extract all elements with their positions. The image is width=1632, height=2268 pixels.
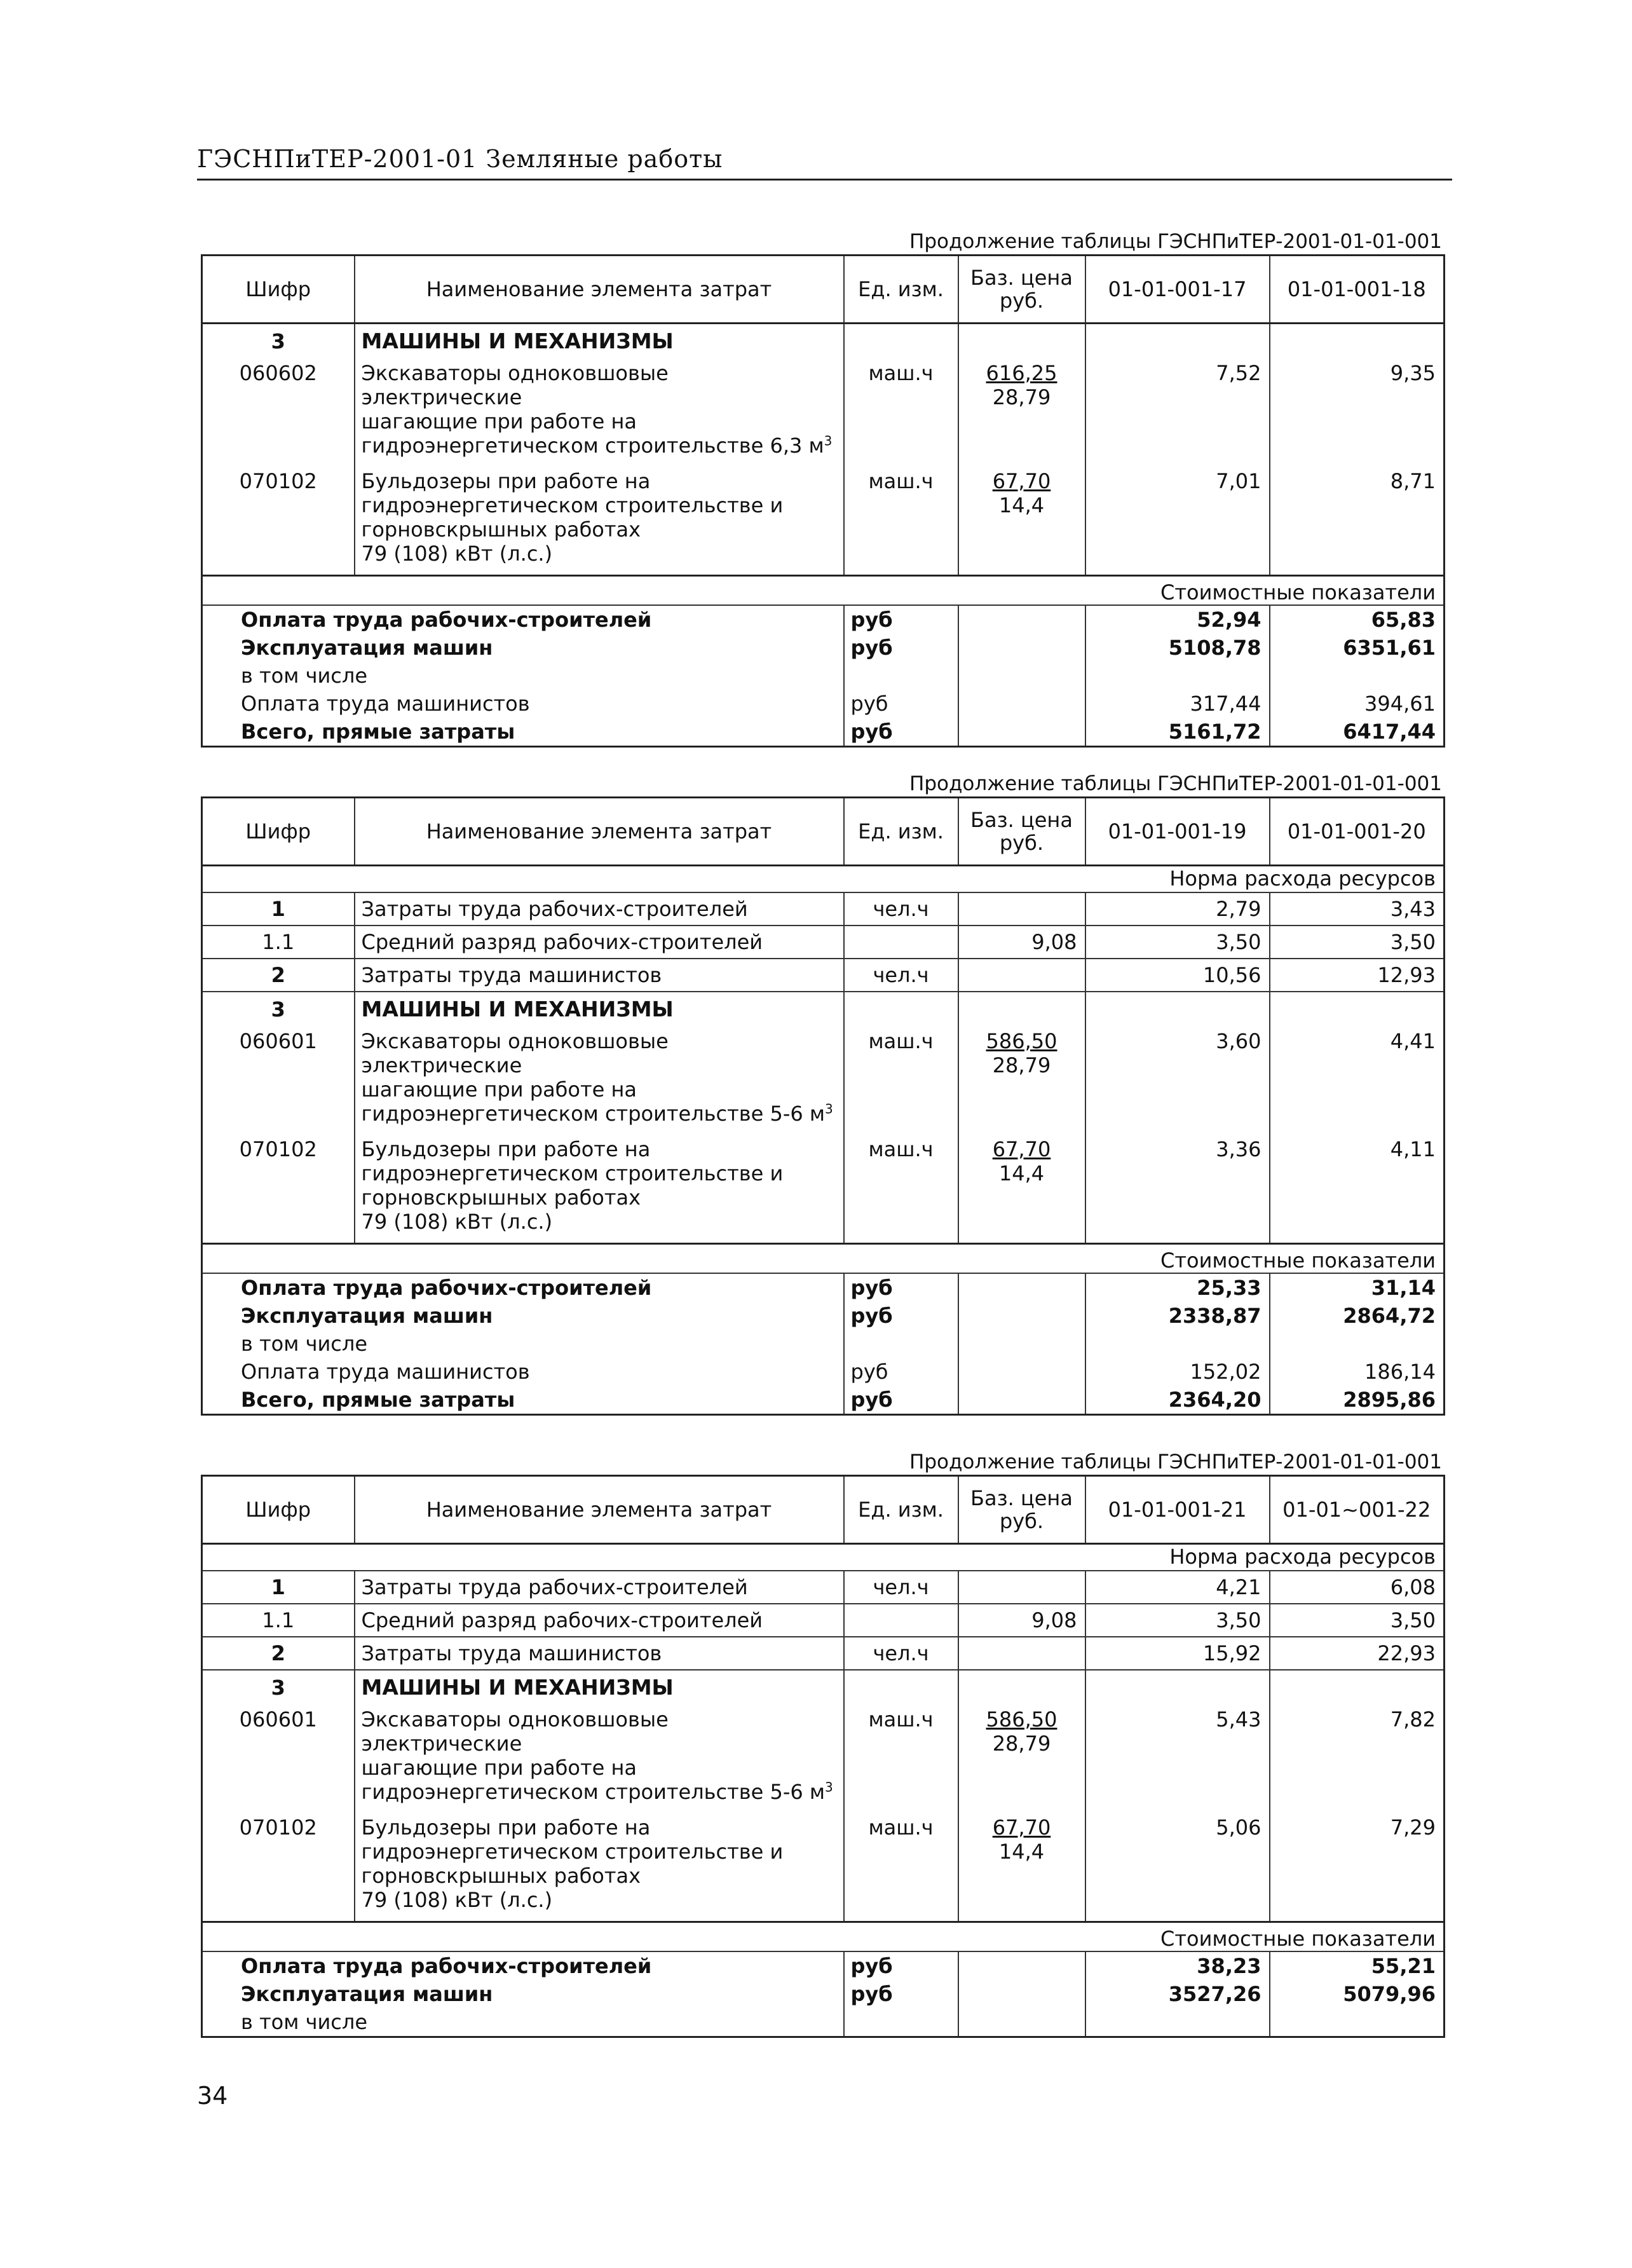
resource-name: Бульдозеры при работе на гидроэнергетическом строительстве и горновскрышных работах 79 (108) кВт (л.с.) [355, 467, 844, 576]
total-value-b: 394,61 [1270, 690, 1445, 718]
col-code-header: Шифр [202, 1476, 355, 1544]
table-block-1 [201, 229, 1443, 748]
total-unit: руб [844, 718, 958, 747]
norm-header: Норма расхода ресурсов [202, 866, 1445, 893]
section-title: МАШИНЫ И МЕХАНИЗМЫ [355, 992, 844, 1027]
total-row [202, 605, 1445, 634]
total-label: Оплата труда машинистов [202, 1358, 844, 1386]
total-row [202, 1386, 1445, 1415]
cost-header: Стоимостные показатели [202, 576, 1445, 606]
col-name-header: Наименование элемента затрат [355, 798, 844, 866]
table-caption: Продолжение таблицы ГЭСНПиТЕР-2001-01-01-001 [909, 1451, 1442, 1473]
resource-unit: маш.ч [844, 1813, 958, 1922]
norm-value-b: 22,93 [1270, 1637, 1445, 1670]
section-row [202, 324, 1445, 359]
line-unit: чел.ч [844, 959, 958, 992]
section-title: МАШИНЫ И МЕХАНИЗМЫ [355, 1670, 844, 1705]
line-name: Средний разряд рабочих-строителей [355, 1604, 844, 1637]
total-unit: руб [844, 690, 958, 718]
resource-name: Бульдозеры при работе на гидроэнергетическом строительстве и горновскрышных работах 79 (108) кВт (л.с.) [355, 1135, 844, 1244]
table-row [202, 959, 1445, 992]
norm-value-b: 6,08 [1270, 1571, 1445, 1604]
table-row [202, 892, 1445, 926]
total-label: Эксплуатация машин [202, 1980, 844, 2008]
total-value-a: 2338,87 [1085, 1302, 1270, 1330]
table-caption: Продолжение таблицы ГЭСНПиТЕР-2001-01-01-001 [909, 230, 1442, 253]
norm-header: Норма расхода ресурсов [202, 1544, 1445, 1571]
norm-value-a: 15,92 [1085, 1637, 1270, 1670]
col-price-header: Баз. цена руб. [958, 798, 1085, 866]
resource-price: 67,70 14,4 [958, 467, 1085, 576]
norm-value-b: 4,41 [1270, 1027, 1445, 1135]
resource-code: 070102 [202, 1813, 355, 1922]
total-unit: руб [844, 605, 958, 634]
header-rule [197, 179, 1452, 181]
norm-value-a: 5,43 [1085, 1705, 1270, 1813]
resource-code: 060601 [202, 1705, 355, 1813]
col-name-header: Наименование элемента затрат [355, 1476, 844, 1544]
total-row [202, 662, 1445, 690]
table-row [202, 1571, 1445, 1604]
total-label: Оплата труда рабочих-строителей [202, 1273, 844, 1302]
norm-value-a: 3,50 [1085, 1604, 1270, 1637]
total-unit: руб [844, 1302, 958, 1330]
total-label: в том числе [202, 1330, 844, 1358]
total-value-a: 52,94 [1085, 605, 1270, 634]
total-row [202, 718, 1445, 747]
total-label: в том числе [202, 2008, 844, 2037]
norm-header-row [202, 1544, 1445, 1571]
total-unit: руб [844, 1358, 958, 1386]
total-value-a: 5161,72 [1085, 718, 1270, 747]
section-title: МАШИНЫ И МЕХАНИЗМЫ [355, 324, 844, 359]
col-price-header: Баз. цена руб. [958, 256, 1085, 324]
norm-value-a: 7,01 [1085, 467, 1270, 576]
table-row [202, 1637, 1445, 1670]
total-value-a: 5108,78 [1085, 634, 1270, 662]
total-value-a: 3527,26 [1085, 1980, 1270, 2008]
resource-unit: маш.ч [844, 467, 958, 576]
line-unit: чел.ч [844, 892, 958, 926]
table-header-row [202, 1476, 1445, 1544]
col-norm-a-header: 01-01-001-21 [1085, 1476, 1270, 1544]
resource-name: Экскаваторы одноковшовые электрические шагающие при работе на гидроэнергетическом строительстве 6,3 $м^3$ [355, 359, 844, 467]
total-row [202, 1358, 1445, 1386]
line-name: Затраты труда машинистов [355, 959, 844, 992]
table-row [202, 1027, 1445, 1135]
section-code: 3 [202, 324, 355, 359]
col-norm-b-header: 01-01-001-18 [1270, 256, 1445, 324]
table-block-3 [201, 1449, 1443, 2038]
line-price: 9,08 [958, 1604, 1085, 1637]
table-row [202, 926, 1445, 959]
line-code: 2 [202, 959, 355, 992]
total-value-b: 6351,61 [1270, 634, 1445, 662]
norm-value-b: 3,50 [1270, 926, 1445, 959]
resource-code: 060602 [202, 359, 355, 467]
total-value-b: 31,14 [1270, 1273, 1445, 1302]
resource-code: 060601 [202, 1027, 355, 1135]
table-caption: Продолжение таблицы ГЭСНПиТЕР-2001-01-01-001 [909, 772, 1442, 795]
norm-value-a: 3,36 [1085, 1135, 1270, 1244]
resource-table [201, 796, 1445, 1416]
line-name: Затраты труда рабочих-строителей [355, 1571, 844, 1604]
line-code: 2 [202, 1637, 355, 1670]
col-price-header: Баз. цена руб. [958, 1476, 1085, 1544]
cost-header-row [202, 1244, 1445, 1274]
norm-value-b: 12,93 [1270, 959, 1445, 992]
line-name: Затраты труда машинистов [355, 1637, 844, 1670]
section-code: 3 [202, 992, 355, 1027]
total-value-a: 2364,20 [1085, 1386, 1270, 1415]
total-label: Всего, прямые затраты [202, 718, 844, 747]
line-price: 9,08 [958, 926, 1085, 959]
norm-value-b: 4,11 [1270, 1135, 1445, 1244]
col-unit-header: Ед. изм. [844, 1476, 958, 1544]
total-row [202, 1302, 1445, 1330]
table-row [202, 1604, 1445, 1637]
total-value-b: 55,21 [1270, 1951, 1445, 1980]
norm-value-b: 3,50 [1270, 1604, 1445, 1637]
line-unit [844, 926, 958, 959]
line-unit: чел.ч [844, 1571, 958, 1604]
resource-code: 070102 [202, 467, 355, 576]
col-code-header: Шифр [202, 798, 355, 866]
col-norm-b-header: 01-01~001-22 [1270, 1476, 1445, 1544]
line-price [958, 1637, 1085, 1670]
total-row [202, 2008, 1445, 2037]
total-unit: руб [844, 634, 958, 662]
resource-name: Бульдозеры при работе на гидроэнергетическом строительстве и горновскрышных работах 79 (108) кВт (л.с.) [355, 1813, 844, 1922]
table-row [202, 1813, 1445, 1922]
resource-code: 070102 [202, 1135, 355, 1244]
resource-unit: маш.ч [844, 1705, 958, 1813]
line-code: 1 [202, 892, 355, 926]
cost-header: Стоимостные показатели [202, 1922, 1445, 1952]
total-value-a: 317,44 [1085, 690, 1270, 718]
total-unit: руб [844, 1386, 958, 1415]
total-value-b: 5079,96 [1270, 1980, 1445, 2008]
line-code: 1 [202, 1571, 355, 1604]
resource-name: Экскаваторы одноковшовые электрические шагающие при работе на гидроэнергетическом строительстве 5-6 $м^3$ [355, 1027, 844, 1135]
section-row [202, 992, 1445, 1027]
line-code: 1.1 [202, 926, 355, 959]
total-unit: руб [844, 1951, 958, 1980]
norm-value-a: 3,60 [1085, 1027, 1270, 1135]
table-block-2 [201, 771, 1443, 1416]
line-unit [844, 1604, 958, 1637]
table-row [202, 467, 1445, 576]
resource-price: 586,50 28,79 [958, 1027, 1085, 1135]
total-unit: руб [844, 1273, 958, 1302]
norm-value-a: 3,50 [1085, 926, 1270, 959]
resource-price: 616,25 28,79 [958, 359, 1085, 467]
resource-table [201, 1475, 1445, 2038]
total-row [202, 1951, 1445, 1980]
norm-value-b: 9,35 [1270, 359, 1445, 467]
norm-value-b: 3,43 [1270, 892, 1445, 926]
resource-price: 67,70 14,4 [958, 1135, 1085, 1244]
table-row [202, 1135, 1445, 1244]
col-unit-header: Ед. изм. [844, 256, 958, 324]
col-norm-a-header: 01-01-001-17 [1085, 256, 1270, 324]
total-unit: руб [844, 1980, 958, 2008]
resource-table [201, 254, 1445, 748]
line-price [958, 892, 1085, 926]
section-row [202, 1670, 1445, 1705]
line-name: Средний разряд рабочих-строителей [355, 926, 844, 959]
line-name: Затраты труда рабочих-строителей [355, 892, 844, 926]
total-value-b: 186,14 [1270, 1358, 1445, 1386]
total-label: Всего, прямые затраты [202, 1386, 844, 1415]
resource-name: Экскаваторы одноковшовые электрические шагающие при работе на гидроэнергетическом строительстве 5-6 $м^3$ [355, 1705, 844, 1813]
total-row [202, 634, 1445, 662]
total-label: Эксплуатация машин [202, 634, 844, 662]
norm-value-b: 8,71 [1270, 467, 1445, 576]
cost-header-row [202, 576, 1445, 606]
total-value-b: 6417,44 [1270, 718, 1445, 747]
line-price [958, 1571, 1085, 1604]
total-row [202, 1980, 1445, 2008]
norm-header-row [202, 866, 1445, 893]
total-label: Оплата труда машинистов [202, 690, 844, 718]
section-code: 3 [202, 1670, 355, 1705]
norm-value-b: 7,82 [1270, 1705, 1445, 1813]
col-norm-b-header: 01-01-001-20 [1270, 798, 1445, 866]
total-value-b: 2895,86 [1270, 1386, 1445, 1415]
table-row [202, 1705, 1445, 1813]
table-header-row [202, 256, 1445, 324]
col-unit-header: Ед. изм. [844, 798, 958, 866]
norm-value-a: 10,56 [1085, 959, 1270, 992]
col-code-header: Шифр [202, 256, 355, 324]
total-value-a: 152,02 [1085, 1358, 1270, 1386]
total-value-b: 65,83 [1270, 605, 1445, 634]
resource-price: 67,70 14,4 [958, 1813, 1085, 1922]
resource-unit: маш.ч [844, 359, 958, 467]
cost-header-row [202, 1922, 1445, 1952]
total-label: Оплата труда рабочих-строителей [202, 605, 844, 634]
total-value-b: 2864,72 [1270, 1302, 1445, 1330]
total-row [202, 690, 1445, 718]
resource-unit: маш.ч [844, 1135, 958, 1244]
line-code: 1.1 [202, 1604, 355, 1637]
norm-value-a: 5,06 [1085, 1813, 1270, 1922]
total-label: Эксплуатация машин [202, 1302, 844, 1330]
col-name-header: Наименование элемента затрат [355, 256, 844, 324]
norm-value-a: 4,21 [1085, 1571, 1270, 1604]
table-row [202, 359, 1445, 467]
norm-value-a: 7,52 [1085, 359, 1270, 467]
total-label: в том числе [202, 662, 844, 690]
norm-value-b: 7,29 [1270, 1813, 1445, 1922]
line-unit: чел.ч [844, 1637, 958, 1670]
cost-header: Стоимостные показатели [202, 1244, 1445, 1274]
resource-unit: маш.ч [844, 1027, 958, 1135]
total-row [202, 1330, 1445, 1358]
resource-price: 586,50 28,79 [958, 1705, 1085, 1813]
total-row [202, 1273, 1445, 1302]
table-header-row [202, 798, 1445, 866]
total-value-a: 25,33 [1085, 1273, 1270, 1302]
line-price [958, 959, 1085, 992]
norm-value-a: 2,79 [1085, 892, 1270, 926]
total-value-a: 38,23 [1085, 1951, 1270, 1980]
running-header: ГЭСНПиТЕР-2001-01 Земляные работы [197, 145, 723, 173]
page-number: 34 [197, 2082, 228, 2110]
col-norm-a-header: 01-01-001-19 [1085, 798, 1270, 866]
total-label: Оплата труда рабочих-строителей [202, 1951, 844, 1980]
